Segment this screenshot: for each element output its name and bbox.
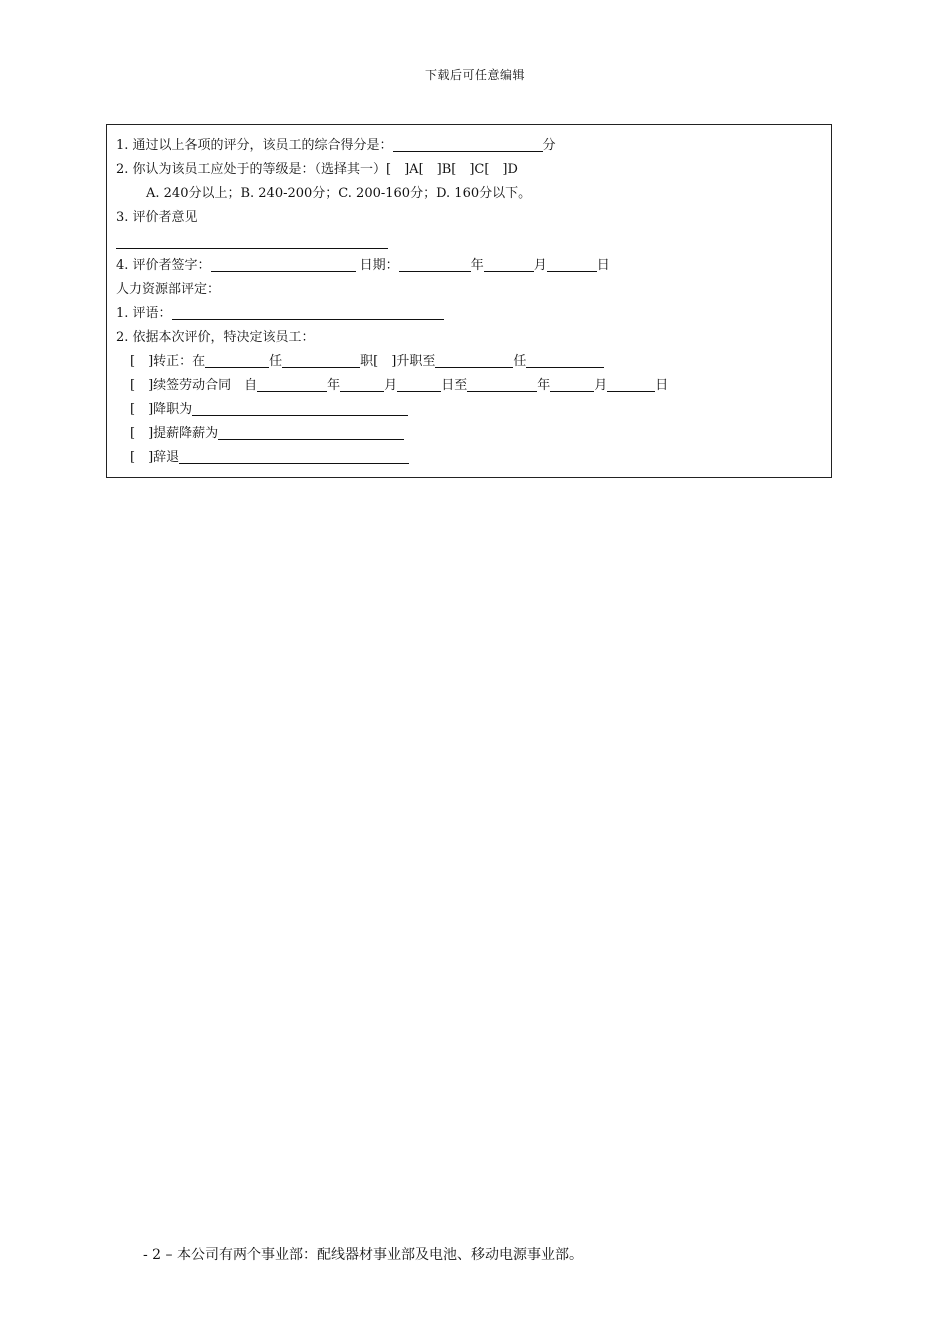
promote-ren-label: 任 bbox=[513, 354, 527, 369]
hr-comment-label: 1. 评语： bbox=[116, 306, 172, 321]
renew-from-month-label: 月 bbox=[384, 378, 398, 393]
hr-title: 人力资源部评定： bbox=[116, 282, 221, 297]
score-unit: 分 bbox=[542, 138, 556, 153]
option-dismiss-label[interactable]: [ ]辞退 bbox=[130, 450, 180, 465]
regularize-position-blank[interactable] bbox=[282, 353, 360, 368]
signature-label: 4. 评价者签字： bbox=[116, 258, 211, 273]
renew-to-year-label: 年 bbox=[537, 378, 551, 393]
hr-comment-blank[interactable] bbox=[172, 305, 444, 320]
renew-from-year-blank[interactable] bbox=[257, 377, 327, 392]
signature-line bbox=[116, 256, 610, 276]
month-label: 月 bbox=[533, 258, 547, 273]
hr-decision-label: 2. 依据本次评价，特决定该员工： bbox=[116, 330, 315, 345]
renew-from-year-label: 年 bbox=[327, 378, 341, 393]
date-day-blank[interactable] bbox=[547, 257, 597, 272]
renew-to-year-blank[interactable] bbox=[467, 377, 537, 392]
option-regularize bbox=[130, 352, 604, 372]
year-label: 年 bbox=[470, 258, 484, 273]
grade-line: 2. 你认为该员工应处于的等级是：（选择其一）[ ]A[ ]B[ ]C[ ]D bbox=[116, 162, 518, 177]
day-label: 日 bbox=[596, 258, 610, 273]
dismiss-blank[interactable] bbox=[179, 449, 409, 464]
renew-from-month-blank[interactable] bbox=[340, 377, 384, 392]
page-header: 下载后可任意编辑 bbox=[424, 68, 525, 82]
option-promote-label[interactable]: 职[ ]升职至 bbox=[360, 354, 436, 369]
option-dismiss bbox=[130, 448, 409, 468]
evaluator-opinion-label: 3. 评价者意见 bbox=[116, 210, 198, 225]
grade-options: A. 240分以上；B. 240-200分；C. 200-160分；D. 160分以下。 bbox=[146, 186, 532, 201]
option-salary-adjust bbox=[130, 424, 404, 444]
hr-comment-line bbox=[116, 304, 444, 324]
renew-to-day-label: 日 bbox=[655, 378, 669, 393]
regularize-dept-blank[interactable] bbox=[205, 353, 269, 368]
score-label: 1. 通过以上各项的评分，该员工的综合得分是： bbox=[116, 138, 393, 153]
promote-position-blank[interactable] bbox=[526, 353, 604, 368]
renew-to-day-blank[interactable] bbox=[607, 377, 655, 392]
date-year-blank[interactable] bbox=[399, 257, 471, 272]
option-renew-contract bbox=[130, 376, 668, 396]
score-blank[interactable] bbox=[393, 137, 543, 152]
demote-blank[interactable] bbox=[192, 401, 408, 416]
page-footer: - 2 – 本公司有两个事业部：配线器材事业部及电池、移动电源事业部。 bbox=[143, 1247, 583, 1263]
promote-dept-blank[interactable] bbox=[435, 353, 513, 368]
date-month-blank[interactable] bbox=[484, 257, 534, 272]
evaluator-opinion-blank[interactable] bbox=[116, 248, 388, 249]
renew-from-day-blank[interactable] bbox=[397, 377, 441, 392]
regularize-ren-label: 任 bbox=[269, 354, 283, 369]
score-line bbox=[116, 136, 556, 156]
option-demote-label[interactable]: [ ]降职为 bbox=[130, 402, 193, 417]
option-renew-label[interactable]: [ ]续签劳动合同 自 bbox=[130, 378, 258, 393]
salary-blank[interactable] bbox=[218, 425, 404, 440]
option-regularize-label[interactable]: [ ]转正：在 bbox=[130, 354, 206, 369]
renew-to-month-blank[interactable] bbox=[550, 377, 594, 392]
signature-blank[interactable] bbox=[211, 257, 356, 272]
date-label: 日期： bbox=[355, 258, 399, 273]
renew-to-month-label: 月 bbox=[594, 378, 608, 393]
option-salary-label[interactable]: [ ]提薪降薪为 bbox=[130, 426, 219, 441]
option-demote bbox=[130, 400, 408, 420]
renew-to-label: 日至 bbox=[441, 378, 468, 393]
